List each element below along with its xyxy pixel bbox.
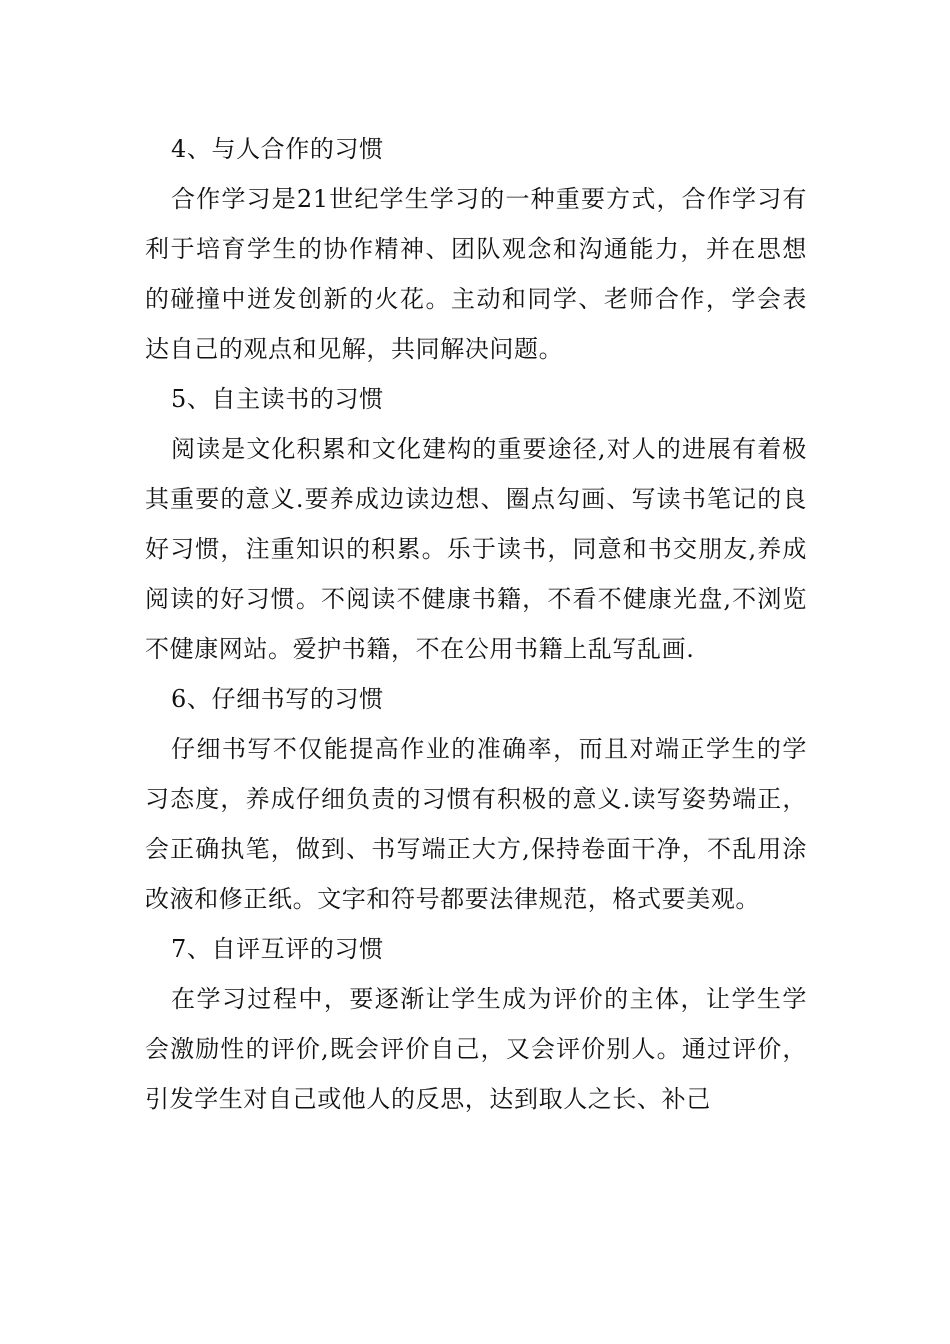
section-heading: 7、自评互评的习惯	[171, 935, 384, 963]
section-paragraph: 在学习过程中，要逐渐让学生成为评价的主体，让学生学会激励性的评价,既会评价自己，又会评价别人。通过评价，引发学生对自己或他人的反思，达到取人之长、补己	[145, 985, 807, 1113]
section-heading: 4、与人合作的习惯	[171, 135, 384, 163]
section-paragraph: 合作学习是21世纪学生学习的一种重要方式，合作学习有利于培育学生的协作精神、团队观念和沟通能力，并在思想的碰撞中迸发创新的火花。主动和同学、老师合作，学会表达自己的观点和见解，共同解决问题。	[145, 185, 807, 363]
section-paragraph: 仔细书写不仅能提高作业的准确率，而且对端正学生的学习态度，养成仔细负责的习惯有积极的意义.读写姿势端正，会正确执笔，做到、书写端正大方,保持卷面干净，不乱用涂改液和修正纸。文字和符号都要法律规范，格式要美观。	[145, 735, 807, 913]
section-5	[145, 374, 807, 674]
section-paragraph: 阅读是文化积累和文化建构的重要途径,对人的进展有着极其重要的意义.要养成边读边想、圈点勾画、写读书笔记的良好习惯，注重知识的积累。乐于读书，同意和书交朋友,养成阅读的好习惯。不阅读不健康书籍，不看不健康光盘,不浏览不健康网站。爱护书籍，不在公用书籍上乱写乱画.	[145, 435, 807, 663]
section-4	[145, 124, 807, 374]
document-page	[145, 124, 807, 1124]
section-heading: 5、自主读书的习惯	[171, 385, 384, 413]
section-6	[145, 674, 807, 924]
section-heading: 6、仔细书写的习惯	[171, 685, 384, 713]
section-7	[145, 924, 807, 1124]
